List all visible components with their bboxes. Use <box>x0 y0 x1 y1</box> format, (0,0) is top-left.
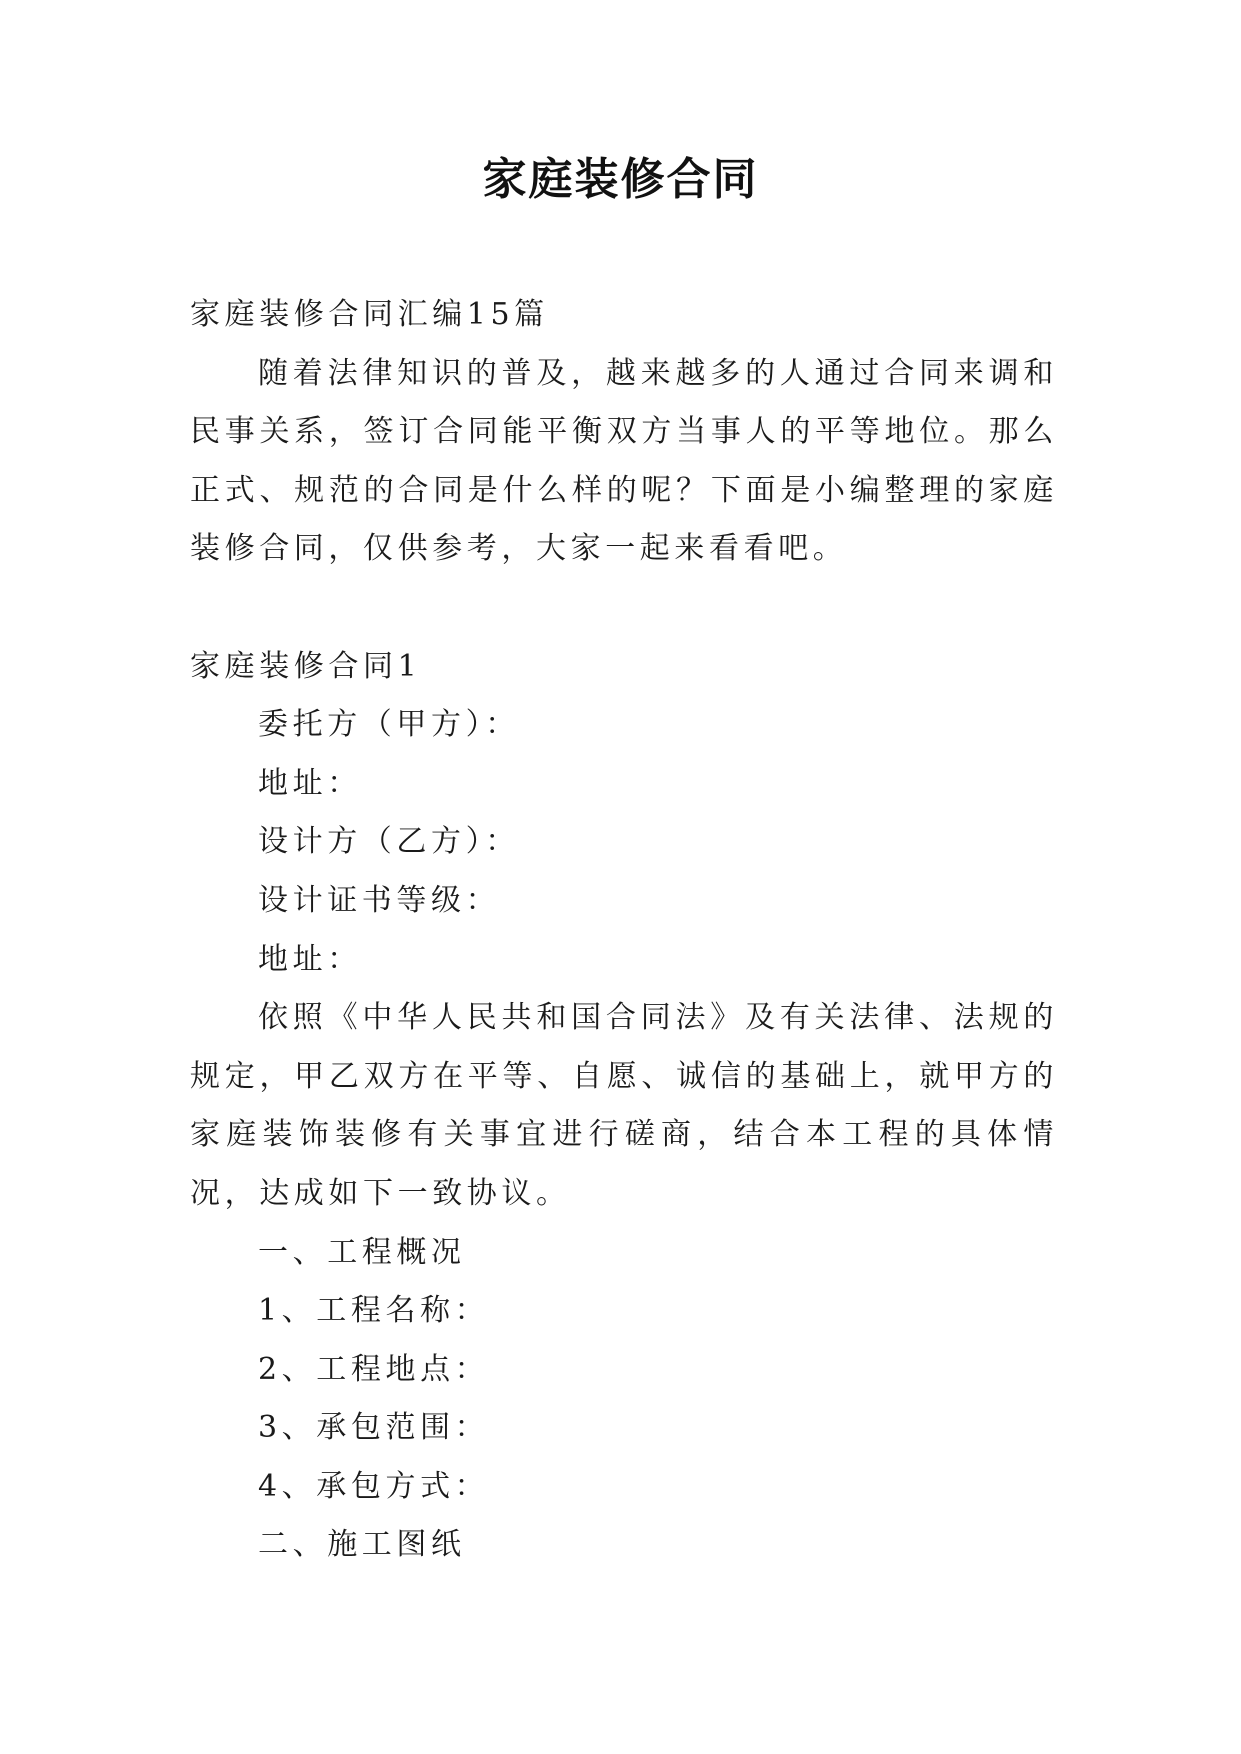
intro-paragraph: 随着法律知识的普及，越来越多的人通过合同来调和民事关系，签订合同能平衡双方当事人的平等地位。那么正式、规范的合同是什么样的呢？下面是小编整理的家庭装修合同，仅供参考，大家一起来看看吧。 <box>190 355 1058 567</box>
list-item: 4、承包方式： <box>258 1468 490 1504</box>
contract-heading: 家庭装修合同1 <box>190 648 422 684</box>
party-a-line: 委托方（甲方）： <box>258 707 520 743</box>
list-item: 2、工程地点： <box>258 1351 490 1387</box>
address-a-line: 地址： <box>258 765 362 801</box>
party-b-line: 设计方（乙方）： <box>258 824 520 860</box>
paragraph-gap <box>190 579 1058 638</box>
document-body <box>190 286 1058 1575</box>
document-title: 家庭装修合同 <box>482 154 759 205</box>
list-item: 1、工程名称： <box>258 1293 490 1329</box>
section-heading-2: 二、施工图纸 <box>258 1527 466 1563</box>
collection-heading: 家庭装修合同汇编15篇 <box>190 297 549 332</box>
cert-level-line: 设计证书等级： <box>258 882 501 918</box>
basis-paragraph: 依照《中华人民共和国合同法》及有关法律、法规的规定，甲乙双方在平等、自愿、诚信的基础上，就甲方的家庭装饰装修有关事宜进行磋商，结合本工程的具体情况，达成如下一致协议。 <box>190 1000 1058 1211</box>
address-b-line: 地址： <box>258 941 362 977</box>
list-item: 3、承包范围： <box>258 1410 490 1446</box>
section-heading-1: 一、工程概况 <box>258 1234 466 1270</box>
